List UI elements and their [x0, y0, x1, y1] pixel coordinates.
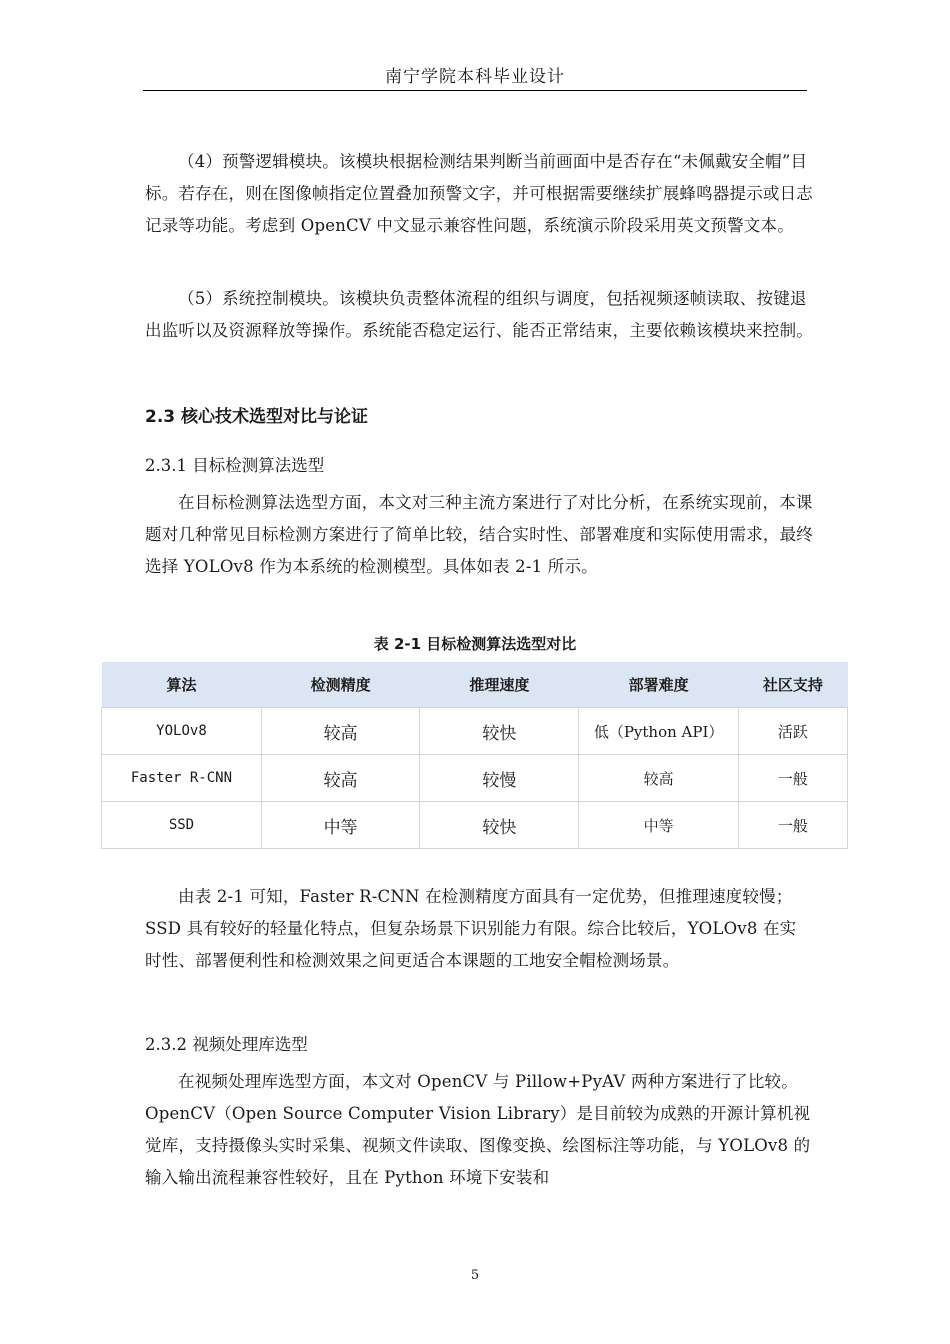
table-cell: 低（Python API） — [579, 708, 738, 755]
table-cell: 一般 — [738, 802, 847, 849]
page-number: 5 — [470, 1268, 480, 1283]
header-divider — [143, 90, 807, 91]
table-header-cell: 推理速度 — [420, 662, 579, 708]
table-cell: 较慢 — [420, 755, 579, 802]
subsection-heading-2-3-1: 2.3.1 目标检测算法选型 — [145, 456, 325, 475]
table-cell: Faster R-CNN — [102, 755, 262, 802]
table-row — [102, 708, 848, 755]
table-cell: 较高 — [261, 755, 419, 802]
paragraph-warning-module: （4）预警逻辑模块。该模块根据检测结果判断当前画面中是否存在“未佩戴安全帽”目标。若存在，则在图像帧指定位置叠加预警文字，并可根据需要继续扩展蜂鸣器提示或日志记录等功能。考虑到 OpenCV 中文显示兼容性问题，系统演示阶段采用英文预警文本。 — [145, 152, 813, 235]
table-cell: 活跃 — [738, 708, 847, 755]
table-header-cell: 部署难度 — [579, 662, 738, 708]
table-cell: 中等 — [579, 802, 738, 849]
comparison-table — [101, 662, 848, 849]
table-cell: 较高 — [579, 755, 738, 802]
table-header-row — [102, 662, 848, 708]
table-cell: YOLOv8 — [102, 708, 262, 755]
table-cell: 较快 — [420, 802, 579, 849]
table-cell: 中等 — [261, 802, 419, 849]
table-cell: 一般 — [738, 755, 847, 802]
table-row — [102, 755, 848, 802]
paragraph-control-module: （5）系统控制模块。该模块负责整体流程的组织与调度，包括视频逐帧读取、按键退出监听以及资源释放等操作。系统能否稳定运行、能否正常结束，主要依赖该模块来控制。 — [145, 289, 813, 340]
paragraph-table-analysis: 由表 2-1 可知，Faster R-CNN 在检测精度方面具有一定优势，但推理速度较慢；SSD 具有较好的轻量化特点，但复杂场景下识别能力有限。综合比较后，YOLOv8 在实时性、部署便利性和检测效果之间更适合本课题的工地安全帽检测场景。 — [145, 887, 797, 970]
page-header-title: 南宁学院本科毕业设计 — [385, 67, 565, 87]
subsection-heading-2-3-2: 2.3.2 视频处理库选型 — [145, 1035, 308, 1054]
table-cell: 较快 — [420, 708, 579, 755]
table-caption: 表 2-1 目标检测算法选型对比 — [373, 635, 577, 653]
table-header-cell: 算法 — [102, 662, 262, 708]
table-row — [102, 802, 848, 849]
table-cell: SSD — [102, 802, 262, 849]
table-header-cell: 社区支持 — [738, 662, 847, 708]
section-heading-2-3: 2.3 核心技术选型对比与论证 — [145, 407, 369, 427]
table-cell: 较高 — [261, 708, 419, 755]
paragraph-detection-selection: 在目标检测算法选型方面，本文对三种主流方案进行了对比分析，在系统实现前，本课题对几种常见目标检测方案进行了简单比较，结合实时性、部署难度和实际使用需求，最终选择 YOLOv8 作为本系统的检测模型。具体如表 2-1 所示。 — [145, 493, 813, 576]
paragraph-video-library-selection: 在视频处理库选型方面，本文对 OpenCV 与 Pillow+PyAV 两种方案进行了比较。OpenCV（Open Source Computer Vision Library）是目前较为成熟的开源计算机视觉库，支持摄像头实时采集、视频文件读取、图像变换、绘图标注等功能，与 YOLOv8 的输入输出流程兼容性较好，且在 Python 环境下安装和 — [145, 1072, 811, 1187]
table-header-cell: 检测精度 — [261, 662, 419, 708]
